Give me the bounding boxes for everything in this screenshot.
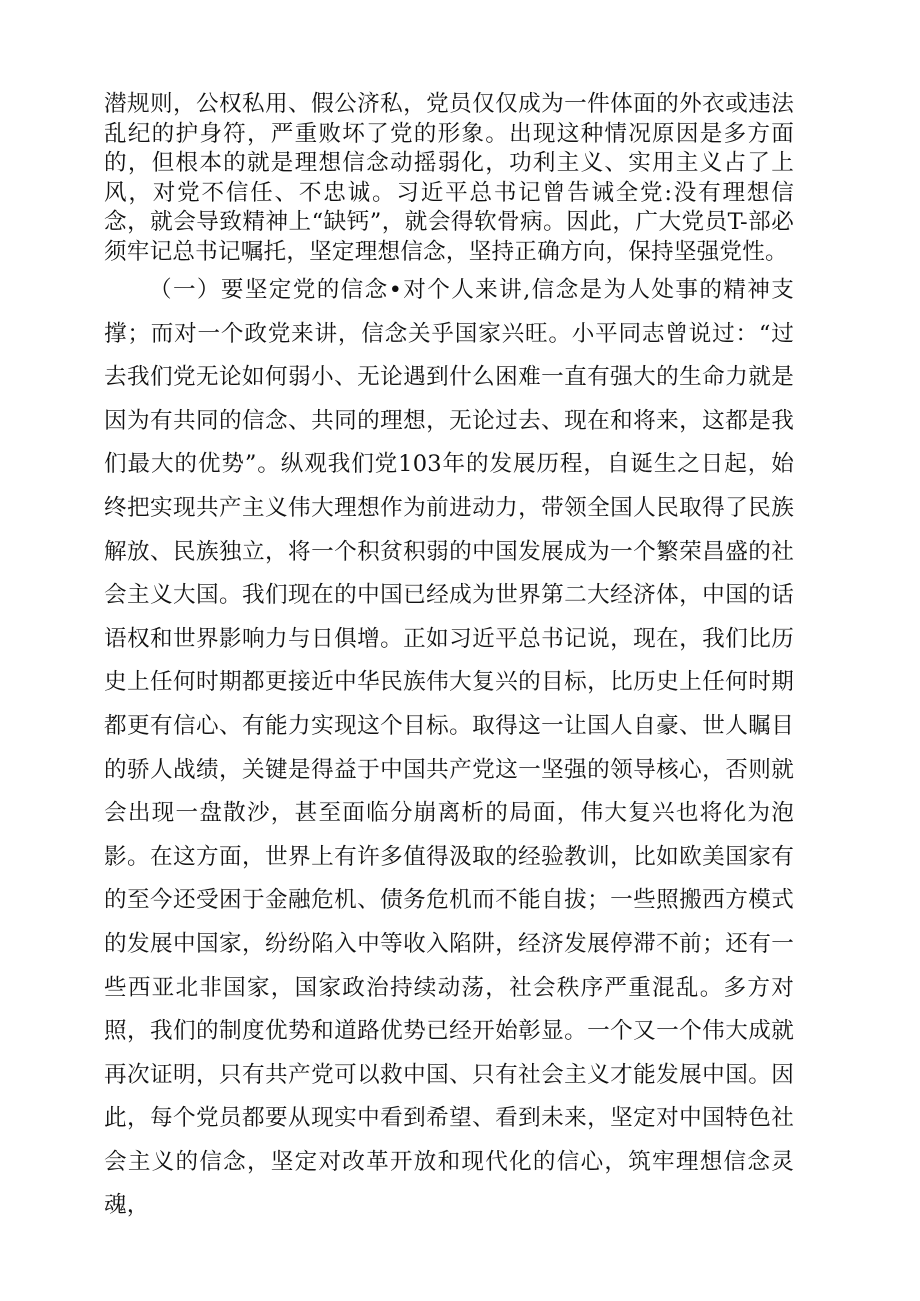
paragraph-continued: 潜规则，公权私用、假公济私，党员仅仅成为一件体面的外衣或违法乱纪的护身符，严重败坏了党的形象。出现这种情况原因是多方面的，但根本的就是理想信念动摇弱化，功利主义、实用主义占了上风，对党不信任、不忠诚。习近平总书记曾告诫全党:没有理想信念，就会导致精神上“缺钙”，就会得软骨病。因此，广大党员T-部必须牢记总书记嘱托，坚定理想信念，坚持正确方向，保持坚强党性。 [104, 91, 794, 265]
paragraph-party-belief: （一）要坚定党的信念•对个人来讲,信念是为人处事的精神支撑；而对一个政党来讲，信念关乎国家兴旺。小平同志曾说过：“过去我们党无论如何弱小、无论遇到什么困难一直有强大的生命力就是因为有共同的信念、共同的理想，无论过去、现在和将来，这都是我们最大的优势”。纵观我们党103年的发展历程，自诞生之日起，始终把实现共产主义伟大理想作为前进动力，带领全国人民取得了民族解放、民族独立，将一个积贫积弱的中国发展成为一个繁荣昌盛的社会主义大国。我们现在的中国已经成为世界第二大经济体，中国的话语权和世界影响力与日俱增。正如习近平总书记说，现在，我们比历史上任何时期都更接近中华民族伟大复兴的目标，比历史上任何时期都更有信心、有能力实现这个目标。取得这一让国人自豪、世人瞩目的骄人战绩，关键是得益于中国共产党这一坚强的领导核心，否则就会出现一盘散沙，甚至面临分崩离析的局面，伟大复兴也将化为泡影。在这方面，世界上有许多值得汲取的经验教训，比如欧美国家有的至今还受困于金融危机、债务危机而不能自拔；一些照搬西方模式的发展中国家，纷纷陷入中等收入陷阱，经济发展停滞不前；还有一些西亚北非国家，国家政治持续动荡，社会秩序严重混乱。多方对照，我们的制度优势和道路优势已经开始彰显。一个又一个伟大成就再次证明，只有共产党可以救中国、只有社会主义才能发展中国。因此，每个党员都要从现实中看到希望、看到未来，坚定对中国特色社会主义的信念，坚定对改革开放和现代化的信心，筑牢理想信念灵魂， [104, 277, 794, 1219]
